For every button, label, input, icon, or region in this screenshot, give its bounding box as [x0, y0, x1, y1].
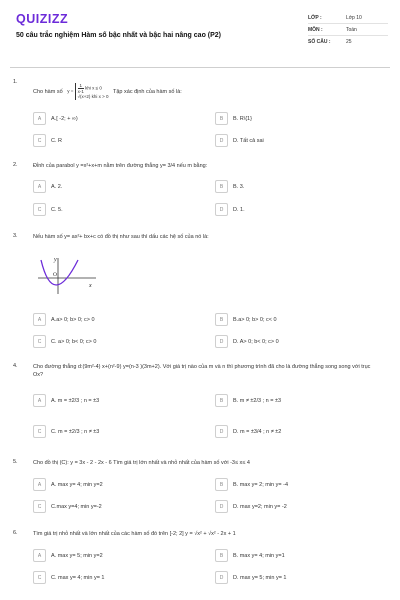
option-text: D. max y= 5; min y= 1 [233, 574, 287, 581]
option-d[interactable] [215, 571, 287, 584]
option-a[interactable] [33, 478, 103, 491]
option-a[interactable] [33, 180, 62, 193]
option-letter: A [33, 394, 46, 407]
option-c[interactable] [33, 425, 99, 438]
question-number: 3. [13, 233, 18, 239]
option-a[interactable] [33, 313, 95, 326]
option-a[interactable] [33, 394, 99, 407]
option-text: C. max y= 4; min y= 1 [51, 574, 105, 581]
option-letter: C [33, 425, 46, 438]
parabola-curve [41, 260, 78, 285]
option-text: C. R [51, 137, 62, 144]
meta-value: Lớp 10 [346, 14, 362, 21]
question-text-pre: Cho hàm số [33, 88, 63, 95]
meta-value: 25 [346, 39, 352, 45]
option-letter: D [215, 134, 228, 147]
question-number: 1. [13, 79, 18, 85]
x-label: x [89, 283, 92, 289]
option-text: B. max y= 4; min y=1 [233, 552, 285, 559]
option-letter: B [215, 478, 228, 491]
question-number: 2. [13, 162, 18, 168]
option-d[interactable] [215, 500, 287, 513]
option-text: C. a> 0; b< 0; c> 0 [51, 338, 97, 345]
option-a[interactable] [33, 549, 103, 562]
question-number: 6. [13, 530, 18, 536]
question-text: Tìm giá trị nhỏ nhất và lớn nhất của các hàm số đó trên [-2; 2] y = √x² + √x² - 2x + 1 [33, 531, 236, 537]
option-text: B. m ≠ ±2/3 ; n = ±3 [233, 397, 282, 404]
option-text: D. A> 0; b< 0; c> 0 [233, 338, 279, 345]
option-letter: C [33, 500, 46, 513]
option-letter: B [215, 394, 228, 407]
meta-row-count [308, 36, 388, 48]
option-letter: C [33, 571, 46, 584]
option-letter: A [33, 180, 46, 193]
option-b[interactable] [215, 394, 281, 407]
option-letter: D [215, 425, 228, 438]
option-c[interactable] [33, 335, 96, 348]
option-text: C. 5. [51, 206, 63, 213]
option-a[interactable] [33, 112, 78, 125]
option-b[interactable] [215, 549, 285, 562]
quizizz-logo: QUIZIZZ [16, 12, 69, 26]
option-b[interactable] [215, 478, 288, 491]
meta-row-subject [308, 24, 388, 36]
option-letter: A [33, 549, 46, 562]
option-c[interactable] [33, 571, 105, 584]
option-c[interactable] [33, 134, 62, 147]
option-text: B.a> 0; b> 0; c< 0 [233, 316, 277, 323]
option-d[interactable] [215, 335, 279, 348]
question-number: 5. [13, 459, 18, 465]
option-letter: D [215, 571, 228, 584]
option-letter: A [33, 313, 46, 326]
option-c[interactable] [33, 500, 102, 513]
question-text: Cho đường thẳng d:(9m²-4) x+(n²-9) y=(n-3 )(3m+2). Với giá trị nào của m và n thì phương trình đã cho là đường thẳng song song với trục Ox? [33, 364, 371, 378]
option-text: D. max y=2; min y= -2 [233, 503, 287, 510]
parabola-graph [36, 254, 98, 296]
meta-row-class [308, 12, 388, 24]
document-title: 50 câu trắc nghiệm Hàm số bậc nhất và bậc hai nâng cao (P2) [16, 32, 222, 39]
option-letter: C [33, 134, 46, 147]
option-text: D. Tất cả sai [233, 137, 264, 144]
meta-key: SỐ CÂU : [308, 39, 331, 45]
option-text: A.a> 0; b> 0; c> 0 [51, 316, 95, 323]
option-text: B. R\{1} [233, 115, 252, 122]
option-d[interactable] [215, 134, 264, 147]
question-text: Đỉnh của parabol y =x²+x+m nằm trên đường thẳng y= 3/4 nếu m bằng: [33, 163, 208, 169]
option-text: A. max y= 4; min y=2 [51, 481, 103, 488]
option-text: C.max y=4; min y=-2 [51, 503, 102, 510]
option-d[interactable] [215, 203, 245, 216]
option-text: D. 1. [233, 206, 245, 213]
option-letter: D [215, 203, 228, 216]
option-letter: C [33, 203, 46, 216]
piecewise-formula: y = $\frac{1}{x-1}$ khi x ≤ 0 √(x+2) khi x > 0 [67, 83, 109, 99]
option-letter: C [33, 335, 46, 348]
option-b[interactable] [215, 180, 244, 193]
question-text-post: Tập xác định của hàm số là: [113, 88, 182, 95]
option-letter: A [33, 478, 46, 491]
option-text: C. m = ±2/3 ; n ≠ ±3 [51, 428, 100, 435]
option-letter: A [33, 112, 46, 125]
meta-key: MÔN : [308, 26, 323, 33]
header-divider [10, 67, 390, 68]
page-header [0, 0, 400, 60]
meta-value: Toán [346, 26, 357, 33]
meta-key: LỚP : [308, 14, 322, 21]
option-letter: B [215, 112, 228, 125]
question-text [33, 83, 378, 100]
option-c[interactable] [33, 203, 63, 216]
option-text: B. max y= 2; min y= -4 [233, 481, 289, 488]
option-letter: D [215, 335, 228, 348]
meta-table [308, 12, 388, 48]
question-number: 4. [13, 363, 18, 369]
option-text: A. m = ±2/3 ; n = ±3 [51, 397, 100, 404]
option-text: D. m = ±3/4 ; n ≠ ±2 [233, 428, 282, 435]
option-letter: B [215, 180, 228, 193]
y-label: y [54, 257, 57, 263]
option-text: A. max y= 5; min y=2 [51, 552, 103, 559]
option-letter: B [215, 549, 228, 562]
option-letter: D [215, 500, 228, 513]
question-text: Nếu hàm số y= ax²+ bx+c có đồ thị như sau thì dấu các hệ số của nó là: [33, 234, 209, 240]
option-text: A. 2. [51, 183, 63, 190]
option-b[interactable] [215, 313, 277, 326]
option-d[interactable] [215, 425, 281, 438]
option-text: B. 3. [233, 183, 245, 190]
option-text: A.[ -2; + ∞) [51, 115, 78, 122]
option-b[interactable] [215, 112, 252, 125]
option-letter: B [215, 313, 228, 326]
question-text: Cho đồ thị (C): y = 3x - 2 - 2x - 6 Tìm giá trị lớn nhất và nhỏ nhất của hàm số với -3≤ x≤ 4 [33, 460, 250, 466]
origin-label: O [53, 272, 57, 278]
